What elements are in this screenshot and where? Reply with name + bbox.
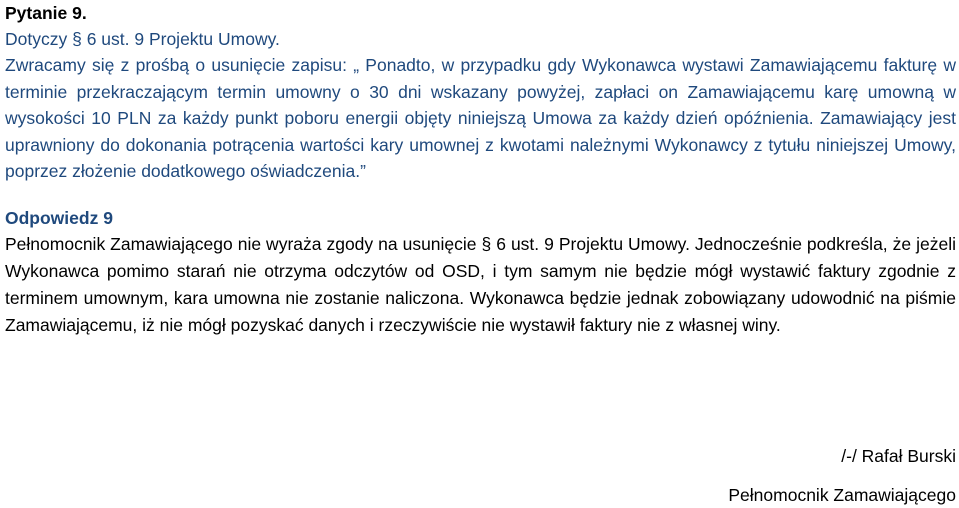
signature-name: /-/ Rafał Burski: [841, 446, 956, 466]
signature-role: Pełnomocnik Zamawiającego: [728, 485, 956, 505]
question-concerns: Dotyczy § 6 ust. 9 Projektu Umowy.: [5, 29, 280, 49]
document-page: [5, 0, 956, 339]
answer-heading: Odpowiedz 9: [5, 207, 113, 228]
question-text: Zwracamy się z prośbą o usunięcie zapisu: „ Ponadto, w przypadku gdy Wykonawca wystawi Zamawiającemu fakturę w terminie przekraczającym termin umowny o 30 dni wskazany powyżej, zapłaci on Zamawiającemu karę umowną w wysokości 10 PLN za każdy punkt poboru energii objęty niniejszą Umowa za każdy dzień opóźnienia. Zamawiający jest uprawniony do dokonania potrącenia wartości kary umownej z kwotami należnymi Wykonawcy z tytułu niniejszej Umowy, poprzez złożenie dodatkowego oświadczenia.”: [5, 55, 956, 181]
answer-text: Pełnomocnik Zamawiającego nie wyraża zgody na usunięcie § 6 ust. 9 Projektu Umowy. Jednocześnie podkreśla, że jeżeli Wykonawca pomimo starań nie otrzyma odczytów od OSD, i tym samym nie będzie mógł wystawić faktury zgodnie z terminem umownym, kara umowna nie zostanie naliczona. Wykonawca będzie jednak zobowiązany udowodnić na piśmie Zamawiającemu, iż nie mógł pozyskać danych i rzeczywiście nie wystawił faktury nie z własnej winy.: [5, 233, 956, 335]
question-title: Pytanie 9.: [5, 3, 87, 23]
